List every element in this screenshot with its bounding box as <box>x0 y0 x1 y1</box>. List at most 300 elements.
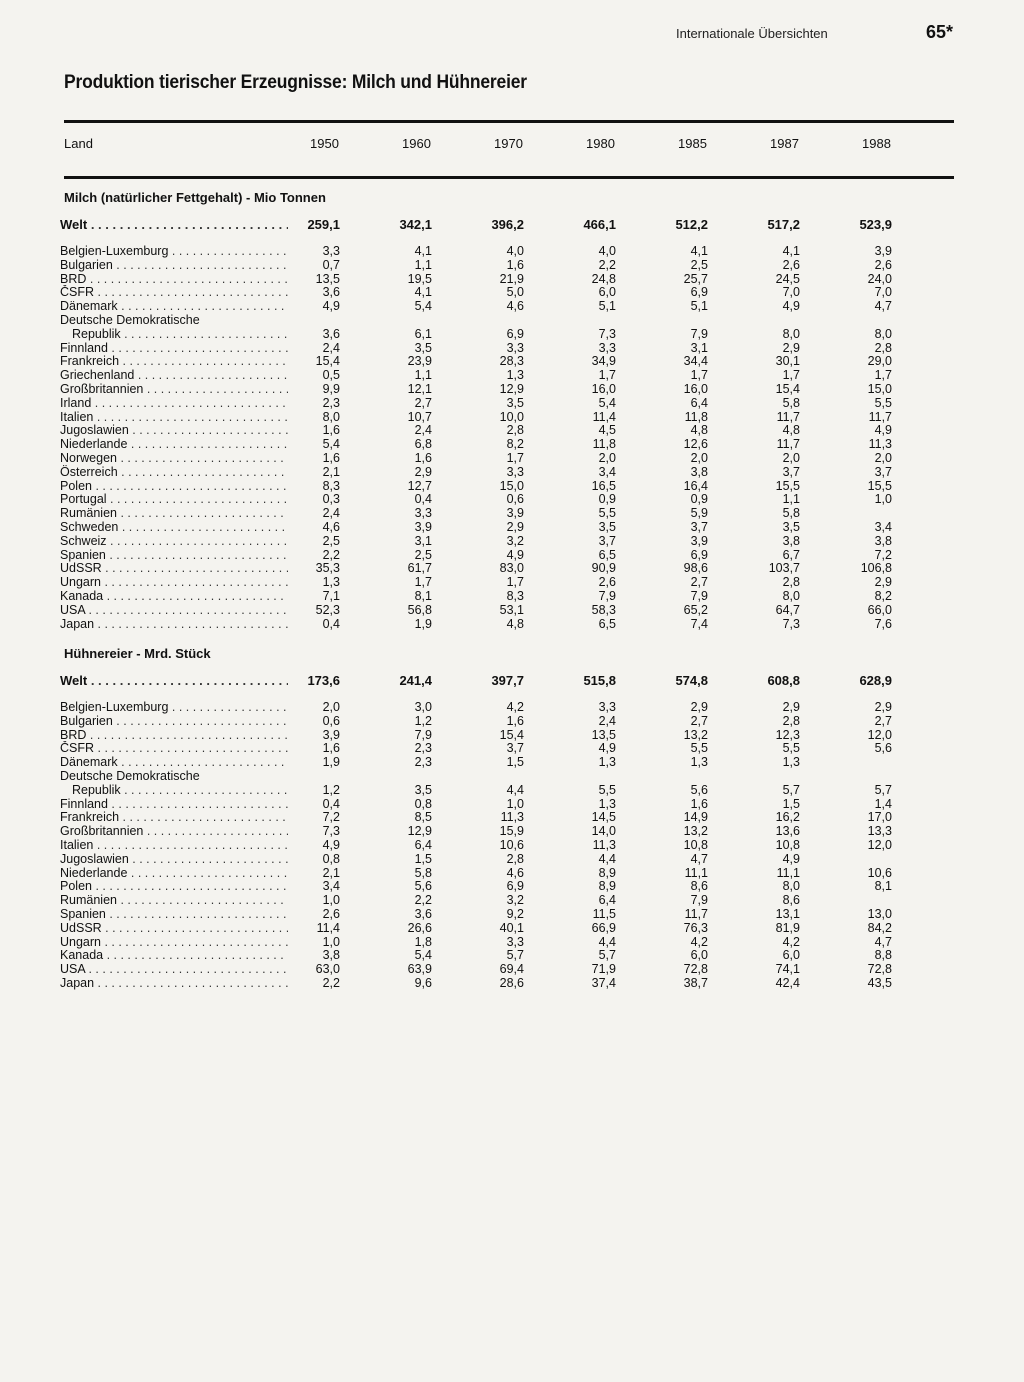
cell-value: 4,7 <box>874 934 892 949</box>
cell-value: 6,8 <box>414 437 432 452</box>
table-row <box>0 810 1024 824</box>
cell-value: 14,0 <box>591 824 616 839</box>
table-row <box>0 465 1024 479</box>
cell-value: 10,0 <box>499 409 524 424</box>
cell-value: 5,1 <box>690 299 708 314</box>
cell-value: 2,0 <box>322 700 340 714</box>
cell-value: 4,9 <box>322 299 340 314</box>
table-row <box>0 948 1024 962</box>
cell-value: 1,2 <box>414 713 432 728</box>
table-row <box>0 741 1024 755</box>
cell-value: 11,3 <box>868 437 892 452</box>
row-label: Frankreich . . . <box>60 810 288 824</box>
cell-value: 1,6 <box>414 451 432 465</box>
row-label: Deutsche Demokratische <box>60 313 200 327</box>
row-label: Niederlande . . . <box>60 437 288 451</box>
table-row <box>0 866 1024 880</box>
cell-value: 0,8 <box>414 796 432 811</box>
cell-value: 3,8 <box>874 533 892 548</box>
cell-value: 259,1 <box>307 217 340 232</box>
cell-value: 0,6 <box>322 713 340 728</box>
cell-value: 63,0 <box>315 962 340 977</box>
cell-value: 11,5 <box>592 907 616 921</box>
section-title: Milch (natürlicher Fettgehalt) - Mio Tonnen <box>64 190 326 205</box>
cell-value: 8,3 <box>506 589 524 603</box>
row-label: Republik . . . <box>72 783 288 797</box>
cell-value: 3,5 <box>598 520 616 534</box>
cell-value: 7,9 <box>690 326 708 341</box>
cell-value: 1,6 <box>690 796 708 811</box>
table-row <box>0 506 1024 520</box>
cell-value: 16,5 <box>591 478 616 493</box>
cell-value: 61,7 <box>407 561 432 576</box>
cell-value: 12,3 <box>775 727 800 742</box>
cell-value: 3,9 <box>874 244 892 258</box>
table-row <box>0 244 1024 258</box>
table-row <box>0 879 1024 893</box>
cell-value: 0,4 <box>322 616 340 631</box>
cell-value: 83,0 <box>499 561 524 576</box>
cell-value: 9,6 <box>414 976 432 990</box>
column-header-land: Land <box>64 136 93 151</box>
table-row <box>0 548 1024 562</box>
cell-value: 5,7 <box>506 948 524 963</box>
cell-value: 28,6 <box>499 976 524 990</box>
cell-value: 3,1 <box>414 533 432 548</box>
cell-value: 4,9 <box>598 741 616 756</box>
cell-value: 397,7 <box>491 673 524 688</box>
cell-value: 5,9 <box>690 506 708 521</box>
cell-value: 3,7 <box>782 464 800 479</box>
cell-value: 0,7 <box>322 257 340 272</box>
cell-value: 15,0 <box>867 382 892 396</box>
cell-value: 10,8 <box>775 838 800 852</box>
cell-value: 2,4 <box>414 423 432 438</box>
cell-value: 2,2 <box>322 976 340 990</box>
cell-value: 4,2 <box>690 934 708 949</box>
cell-value: 1,7 <box>506 451 524 465</box>
table-row <box>0 492 1024 506</box>
row-label: Republik . . . <box>72 327 288 341</box>
cell-value: 26,6 <box>407 920 432 935</box>
cell-value: 3,6 <box>322 285 340 300</box>
cell-value: 5,5 <box>598 506 616 521</box>
cell-value: 4,7 <box>690 851 708 866</box>
cell-value: 69,4 <box>499 962 524 977</box>
cell-value: 3,6 <box>414 907 432 921</box>
cell-value: 13,2 <box>683 824 708 839</box>
cell-value: 6,9 <box>690 547 708 562</box>
cell-value: 66,0 <box>867 602 892 617</box>
cell-value: 6,4 <box>690 395 708 410</box>
row-label: Schweden . . . <box>60 520 288 534</box>
cell-value: 84,2 <box>867 920 892 935</box>
cell-value: 8,2 <box>506 437 524 452</box>
cell-value: 2,5 <box>690 257 708 272</box>
cell-value: 3,5 <box>782 520 800 534</box>
row-label: Italien . . . <box>60 410 288 424</box>
row-label: Japan . . . <box>60 617 288 631</box>
cell-value: 2,9 <box>782 700 800 714</box>
cell-value: 1,5 <box>506 755 524 770</box>
cell-value: 2,1 <box>322 464 340 479</box>
cell-value: 8,1 <box>874 879 892 894</box>
cell-value: 81,9 <box>775 920 800 935</box>
cell-value: 8,8 <box>874 948 892 963</box>
cell-value: 11,3 <box>592 838 616 852</box>
cell-value: 11,1 <box>776 865 800 880</box>
cell-value: 7,9 <box>414 727 432 742</box>
cell-value: 8,0 <box>782 589 800 603</box>
cell-value: 4,9 <box>874 423 892 438</box>
cell-value: 5,8 <box>782 506 800 521</box>
table-row <box>0 451 1024 465</box>
cell-value: 7,3 <box>782 616 800 631</box>
cell-value: 2,4 <box>322 340 340 355</box>
cell-value: 6,4 <box>598 893 616 908</box>
row-label: Rumänien . . . <box>60 893 288 907</box>
cell-value: 1,7 <box>874 368 892 383</box>
cell-value: 628,9 <box>859 673 892 688</box>
table-row <box>0 962 1024 976</box>
cell-value: 5,5 <box>782 741 800 756</box>
cell-value: 3,3 <box>506 340 524 355</box>
table-row <box>0 838 1024 852</box>
row-label: UdSSR . . . <box>60 561 288 575</box>
cell-value: 4,6 <box>506 865 524 880</box>
cell-value: 1,5 <box>414 851 432 866</box>
cell-value: 466,1 <box>583 217 616 232</box>
cell-value: 2,0 <box>598 451 616 465</box>
cell-value: 2,9 <box>782 340 800 355</box>
table-row <box>0 976 1024 990</box>
cell-value: 6,9 <box>690 285 708 300</box>
cell-value: 9,9 <box>322 382 340 396</box>
table-row <box>0 603 1024 617</box>
cell-value: 7,0 <box>782 285 800 300</box>
cell-value: 173,6 <box>307 673 340 688</box>
cell-value: 15,5 <box>867 478 892 493</box>
row-label: Niederlande . . . <box>60 866 288 880</box>
cell-value: 4,0 <box>506 244 524 258</box>
row-label: Norwegen . . . <box>60 451 288 465</box>
cell-value: 24,5 <box>775 271 800 286</box>
cell-value: 24,8 <box>591 271 616 286</box>
cell-value: 5,8 <box>414 865 432 880</box>
cell-value: 52,3 <box>315 602 340 617</box>
cell-value: 30,1 <box>775 354 800 369</box>
cell-value: 3,3 <box>598 340 616 355</box>
table-row <box>0 258 1024 272</box>
cell-value: 1,4 <box>874 796 892 811</box>
table-row <box>0 410 1024 424</box>
cell-value: 2,2 <box>598 257 616 272</box>
table-row <box>0 589 1024 603</box>
cell-value: 2,6 <box>322 907 340 921</box>
cell-value: 13,6 <box>775 824 800 839</box>
cell-value: 8,1 <box>414 589 432 603</box>
row-label: Belgien-Luxemburg . . . <box>60 244 288 258</box>
cell-value: 7,9 <box>690 589 708 603</box>
cell-value: 2,0 <box>874 451 892 465</box>
cell-value: 7,0 <box>874 285 892 300</box>
cell-value: 1,6 <box>322 423 340 438</box>
column-header-1985: 1985 <box>678 136 707 151</box>
section-title: Hühnereier - Mrd. Stück <box>64 646 211 661</box>
table-row <box>0 534 1024 548</box>
table-row <box>0 341 1024 355</box>
cell-value: 523,9 <box>859 217 892 232</box>
row-label: USA . . . <box>60 962 288 976</box>
table-row <box>0 921 1024 935</box>
cell-value: 6,0 <box>782 948 800 963</box>
row-label: Frankreich . . . <box>60 354 288 368</box>
cell-value: 15,9 <box>499 824 524 839</box>
cell-value: 16,4 <box>683 478 708 493</box>
cell-value: 396,2 <box>491 217 524 232</box>
cell-value: 4,4 <box>598 934 616 949</box>
cell-value: 63,9 <box>407 962 432 977</box>
cell-value: 1,7 <box>690 368 708 383</box>
cell-value: 12,6 <box>683 437 708 452</box>
cell-value: 1,7 <box>782 368 800 383</box>
cell-value: 8,6 <box>782 893 800 908</box>
row-label: Japan . . . <box>60 976 288 990</box>
cell-value: 11,1 <box>684 865 708 880</box>
table-row <box>0 313 1024 327</box>
table-row <box>0 907 1024 921</box>
cell-value: 4,6 <box>322 520 340 534</box>
cell-value: 56,8 <box>407 602 432 617</box>
cell-value: 3,3 <box>322 244 340 258</box>
cell-value: 4,9 <box>782 851 800 866</box>
cell-value: 2,3 <box>322 395 340 410</box>
cell-value: 15,5 <box>775 478 800 493</box>
table-row <box>0 852 1024 866</box>
cell-value: 3,4 <box>322 879 340 894</box>
cell-value: 16,0 <box>591 382 616 396</box>
cell-value: 7,6 <box>874 616 892 631</box>
cell-value: 13,5 <box>315 271 340 286</box>
cell-value: 2,4 <box>598 713 616 728</box>
cell-value: 2,9 <box>874 575 892 590</box>
cell-value: 2,8 <box>506 423 524 438</box>
cell-value: 3,6 <box>322 326 340 341</box>
cell-value: 103,7 <box>768 561 800 576</box>
cell-value: 14,9 <box>683 810 708 825</box>
cell-value: 34,4 <box>683 354 708 369</box>
cell-value: 3,9 <box>322 727 340 742</box>
cell-value: 7,2 <box>322 810 340 825</box>
cell-value: 1,7 <box>414 575 432 590</box>
cell-value: 4,2 <box>782 934 800 949</box>
cell-value: 12,0 <box>867 727 892 742</box>
row-label: Welt . . . <box>60 674 288 688</box>
cell-value: 10,8 <box>683 838 708 852</box>
cell-value: 4,8 <box>690 423 708 438</box>
row-label: BRD . . . <box>60 728 288 742</box>
cell-value: 106,8 <box>860 561 892 576</box>
cell-value: 35,3 <box>315 561 340 576</box>
cell-value: 1,3 <box>690 755 708 770</box>
table-row <box>0 728 1024 742</box>
table-row <box>0 575 1024 589</box>
row-label: Bulgarien . . . <box>60 258 288 272</box>
cell-value: 34,9 <box>591 354 616 369</box>
row-label: Bulgarien . . . <box>60 714 288 728</box>
cell-value: 2,6 <box>782 257 800 272</box>
cell-value: 4,0 <box>598 244 616 258</box>
row-label: Österreich . . . <box>60 465 288 479</box>
cell-value: 7,3 <box>598 326 616 341</box>
row-label: Welt . . . <box>60 218 288 232</box>
cell-value: 11,8 <box>684 409 708 424</box>
row-label: Polen . . . <box>60 479 288 493</box>
cell-value: 4,8 <box>506 616 524 631</box>
cell-value: 2,7 <box>690 575 708 590</box>
cell-value: 23,9 <box>407 354 432 369</box>
cell-value: 12,1 <box>407 382 432 396</box>
cell-value: 1,3 <box>598 796 616 811</box>
cell-value: 2,0 <box>690 451 708 465</box>
cell-value: 58,3 <box>591 602 616 617</box>
cell-value: 13,5 <box>591 727 616 742</box>
table-row <box>0 396 1024 410</box>
cell-value: 3,0 <box>414 700 432 714</box>
cell-value: 241,4 <box>399 673 432 688</box>
cell-value: 1,3 <box>506 368 524 383</box>
cell-value: 2,2 <box>414 893 432 908</box>
cell-value: 29,0 <box>867 354 892 369</box>
cell-value: 25,7 <box>683 271 708 286</box>
row-label: Polen . . . <box>60 879 288 893</box>
table-row <box>0 437 1024 451</box>
cell-value: 6,1 <box>414 326 432 341</box>
cell-value: 3,4 <box>598 464 616 479</box>
cell-value: 11,3 <box>500 810 524 825</box>
row-label: Portugal . . . <box>60 492 288 506</box>
cell-value: 7,2 <box>874 547 892 562</box>
table-row <box>0 561 1024 575</box>
cell-value: 4,1 <box>690 244 708 258</box>
cell-value: 98,6 <box>683 561 708 576</box>
cell-value: 3,8 <box>782 533 800 548</box>
cell-value: 2,8 <box>874 340 892 355</box>
cell-value: 5,4 <box>414 299 432 314</box>
cell-value: 6,5 <box>598 616 616 631</box>
table-row <box>0 423 1024 437</box>
cell-value: 2,3 <box>414 741 432 756</box>
cell-value: 1,1 <box>414 257 432 272</box>
cell-value: 6,0 <box>598 285 616 300</box>
table-row <box>0 327 1024 341</box>
table-row <box>0 382 1024 396</box>
row-label: ČSFR . . . <box>60 741 288 755</box>
cell-value: 517,2 <box>767 217 800 232</box>
cell-value: 1,6 <box>506 257 524 272</box>
cell-value: 4,8 <box>782 423 800 438</box>
cell-value: 1,8 <box>414 934 432 949</box>
cell-value: 24,0 <box>867 271 892 286</box>
cell-value: 3,3 <box>506 934 524 949</box>
cell-value: 76,3 <box>683 920 708 935</box>
cell-value: 13,0 <box>867 907 892 921</box>
table-row <box>0 824 1024 838</box>
cell-value: 2,6 <box>598 575 616 590</box>
cell-value: 2,5 <box>414 547 432 562</box>
row-label: Irland . . . <box>60 396 288 410</box>
table-row <box>0 368 1024 382</box>
cell-value: 13,2 <box>683 727 708 742</box>
cell-value: 40,1 <box>499 920 524 935</box>
cell-value: 3,4 <box>874 520 892 534</box>
cell-value: 1,7 <box>598 368 616 383</box>
cell-value: 7,4 <box>690 616 708 631</box>
cell-value: 5,0 <box>506 285 524 300</box>
cell-value: 37,4 <box>591 976 616 990</box>
row-label: Dänemark . . . <box>60 299 288 313</box>
cell-value: 0,6 <box>506 492 524 507</box>
cell-value: 5,6 <box>874 741 892 756</box>
cell-value: 4,5 <box>598 423 616 438</box>
cell-value: 2,3 <box>414 755 432 770</box>
cell-value: 3,7 <box>506 741 524 756</box>
row-label: Spanien . . . <box>60 548 288 562</box>
cell-value: 8,2 <box>874 589 892 603</box>
row-label: Schweiz . . . <box>60 534 288 548</box>
cell-value: 12,9 <box>499 382 524 396</box>
cell-value: 21,9 <box>499 271 524 286</box>
cell-value: 66,9 <box>591 920 616 935</box>
column-header-1970: 1970 <box>494 136 523 151</box>
cell-value: 1,1 <box>414 368 432 383</box>
cell-value: 2,5 <box>322 533 340 548</box>
cell-value: 4,4 <box>506 782 524 797</box>
cell-value: 71,9 <box>591 962 616 977</box>
cell-value: 0,4 <box>322 796 340 811</box>
cell-value: 17,0 <box>867 810 892 825</box>
table-row <box>0 755 1024 769</box>
cell-value: 15,4 <box>315 354 340 369</box>
cell-value: 3,3 <box>598 700 616 714</box>
cell-value: 1,0 <box>322 893 340 908</box>
page-title: Produktion tierischer Erzeugnisse: Milch und Hühnereier <box>64 72 527 93</box>
cell-value: 1,3 <box>322 575 340 590</box>
cell-value: 0,8 <box>322 851 340 866</box>
column-header-1988: 1988 <box>862 136 891 151</box>
cell-value: 2,8 <box>782 713 800 728</box>
cell-value: 13,1 <box>775 907 800 921</box>
cell-value: 11,7 <box>684 907 708 921</box>
table-row <box>0 479 1024 493</box>
cell-value: 1,6 <box>322 451 340 465</box>
cell-value: 512,2 <box>675 217 708 232</box>
cell-value: 11,8 <box>592 437 616 452</box>
cell-value: 4,9 <box>782 299 800 314</box>
row-label: UdSSR . . . <box>60 921 288 935</box>
cell-value: 74,1 <box>775 962 800 977</box>
cell-value: 4,9 <box>322 838 340 852</box>
cell-value: 608,8 <box>767 673 800 688</box>
cell-value: 19,5 <box>407 271 432 286</box>
page-number: 65* <box>926 22 954 42</box>
cell-value: 5,8 <box>782 395 800 410</box>
cell-value: 6,5 <box>598 547 616 562</box>
cell-value: 4,1 <box>414 244 432 258</box>
cell-value: 2,2 <box>322 547 340 562</box>
cell-value: 515,8 <box>583 673 616 688</box>
table-row <box>0 797 1024 811</box>
